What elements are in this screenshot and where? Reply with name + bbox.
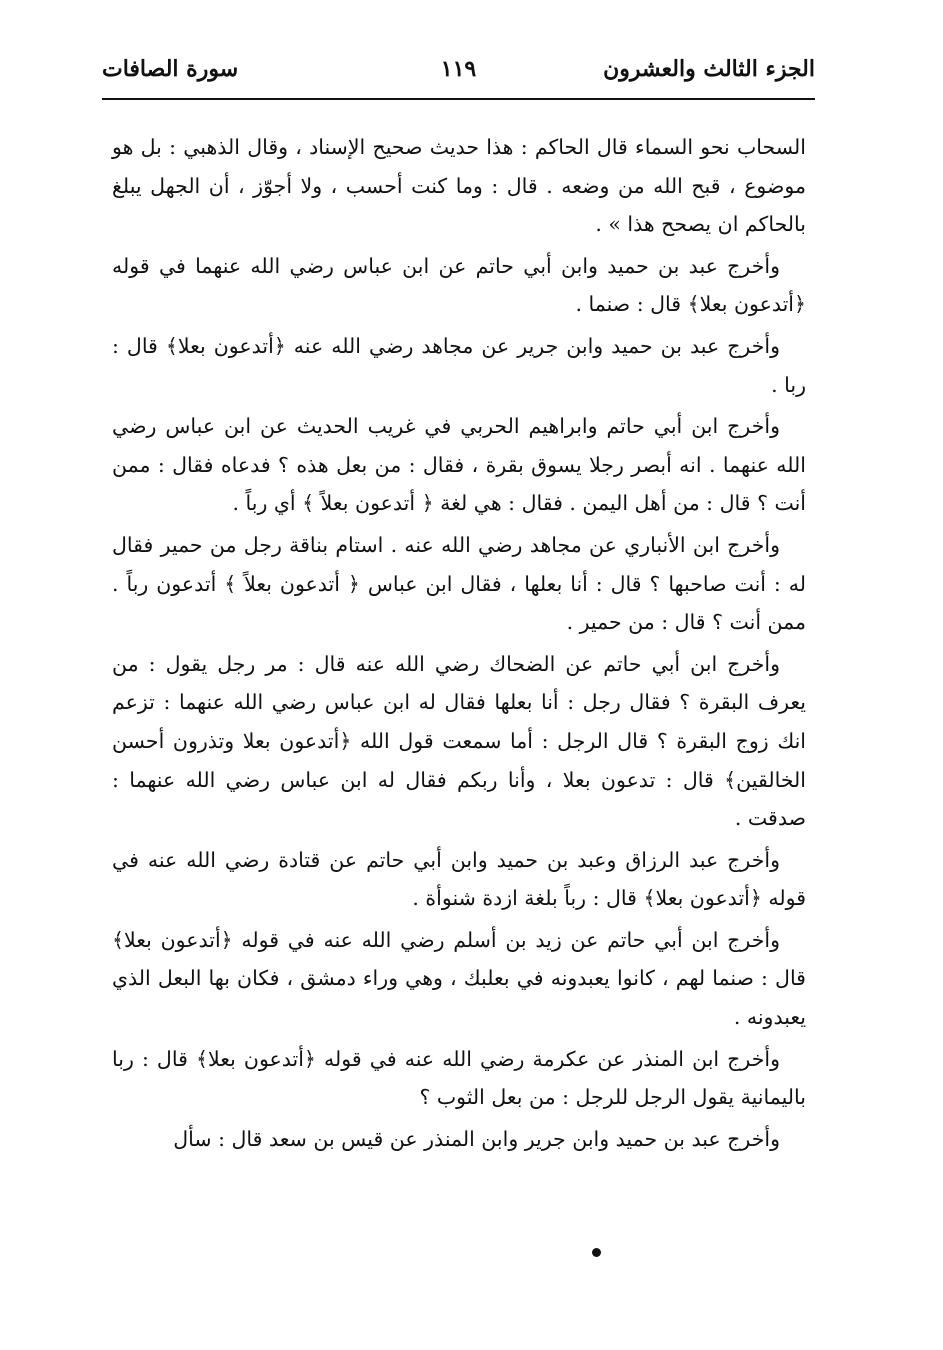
running-header <box>102 52 815 92</box>
surah-title: سورة الصافات <box>102 56 239 82</box>
paragraph: وأخرج ابن المنذر عن عكرمة رضي الله عنه في قوله ﴿أتدعون بعلا﴾ قال : ربا باليمانية يقول الرجل للرجل : من بعل الثوب ؟ <box>112 1046 806 1110</box>
paragraph: وأخرج عبد بن حميد وابن جرير عن مجاهد رضي الله عنه ﴿أتدعون بعلا﴾ قال : ربا . <box>112 333 806 397</box>
paragraph: السحاب نحو السماء قال الحاكم : هذا حديث صحيح الإسناد ، وقال الذهبي : بل هو موضوع ، قبح الله من وضعه . قال : وما كنت أحسب ، ولا أجوّز ، أن الجهل يبلغ بالحاكم ان يصحح هذا » . <box>112 135 806 237</box>
page-number: ١١٩ <box>440 56 477 82</box>
paragraph: وأخرج عبد بن حميد وابن جرير وابن المنذر عن قيس بن سعد قال : سأل <box>173 1126 780 1151</box>
paragraph: وأخرج عبد الرزاق وعبد بن حميد وابن أبي حاتم عن قتادة رضي الله عنه في قوله ﴿أتدعون بعلا﴾ قال : رباً بلغة ازدة شنوأة . <box>112 847 806 911</box>
header-rule <box>102 98 815 100</box>
ink-dot-mark <box>592 1248 601 1257</box>
paragraph: وأخرج ابن الأنباري عن مجاهد رضي الله عنه . استام بناقة رجل من حمير فقال له : أنت صاحبها ؟ قال : أنا بعلها ، فقال ابن عباس ﴿ أتدعون بعلاً ﴾ أتدعون رباً . ممن أنت ؟ قال : من حمير . <box>112 532 806 635</box>
paragraph: وأخرج ابن أبي حاتم عن الضحاك رضي الله عنه قال : مر رجل يقول : من يعرف البقرة ؟ فقال رجل : أنا بعلها فقال له ابن عباس رضي الله عنهما : تزعم انك زوج البقرة ؟ قال الرجل : أما سمعت قول الله ﴿أتدعون بعلا وتذرون أحسن الخالقين﴾ قال : تدعون بعلا ، وأنا ربكم فقال له ابن عباس رضي الله عنهما : صدقت . <box>112 651 806 831</box>
main-text <box>112 128 806 1161</box>
paragraph: وأخرج عبد بن حميد وابن أبي حاتم عن ابن عباس رضي الله عنهما في قوله ﴿أتدعون بعلا﴾ قال : صنما . <box>112 253 806 317</box>
part-title: الجزء الثالث والعشرون <box>603 56 815 82</box>
paragraph: وأخرج ابن أبي حاتم وابراهيم الحربي في غريب الحديث عن ابن عباس رضي الله عنهما . انه أبصر رجلا يسوق بقرة ، فقال : من بعل هذه ؟ فدعاه فقال : ممن أنت ؟ قال : من أهل اليمن . فقال : هي لغة ﴿ أتدعون بعلاً ﴾ أي رباً . <box>112 414 806 516</box>
paragraph: وأخرج ابن أبي حاتم عن زيد بن أسلم رضي الله عنه في قوله ﴿أتدعون بعلا﴾ قال : صنما لهم ، كانوا يعبدونه في بعلبك ، وهي وراء دمشق ، فكان بها البعل الذي يعبدونه . <box>112 927 806 1030</box>
